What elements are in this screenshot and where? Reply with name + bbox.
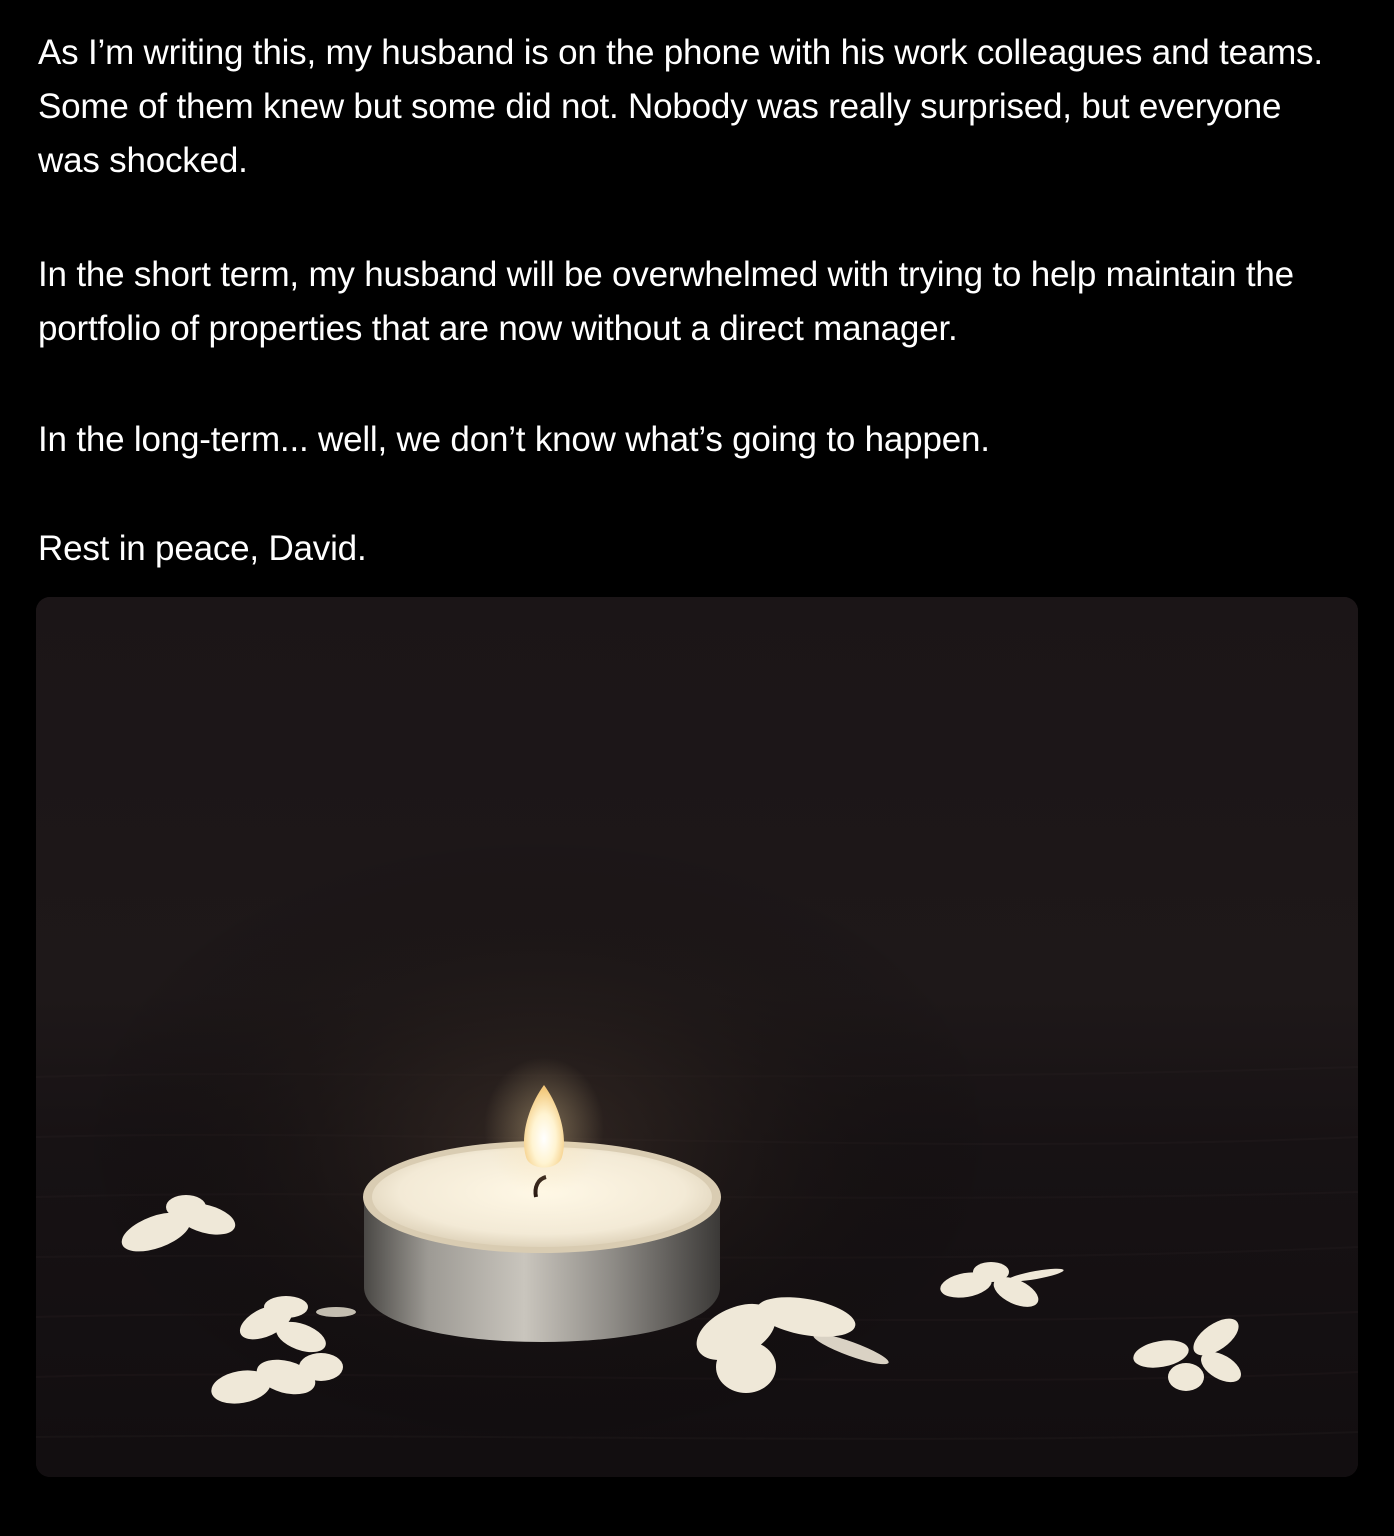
post-paragraph-1: As I’m writing this, my husband is on the phone with his work colleagues and teams. Some of them knew but some did not. Nobody was really surprised, but everyone was shocked. <box>38 33 1323 180</box>
post-paragraph-3: In the long-term... well, we don’t know what’s going to happen. <box>38 420 990 459</box>
post-paragraph-4: Rest in peace, David. <box>38 529 367 568</box>
candle-photo-illustration <box>36 597 1358 1477</box>
post-paragraph-2: In the short term, my husband will be overwhelmed with trying to help maintain the portfolio of properties that are now without a direct manager. <box>38 255 1294 348</box>
candle-photo[interactable] <box>36 597 1358 1477</box>
